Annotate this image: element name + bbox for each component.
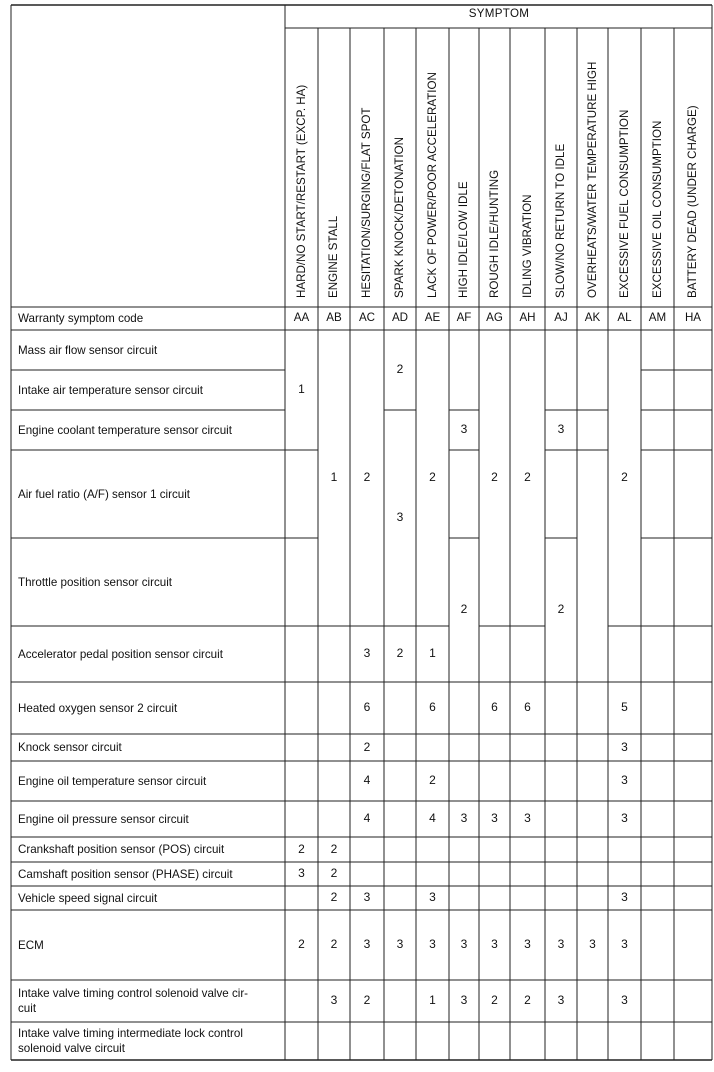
symptom-column-header: SPARK KNOCK/DETONATION xyxy=(393,136,406,298)
symptom-header: SYMPTOM xyxy=(468,7,530,20)
component-row-label: Knock sensor circuit xyxy=(18,741,122,754)
symptom-column-header: SLOW/NO RETURN TO IDLE xyxy=(554,143,567,298)
priority-value: 4 xyxy=(363,811,371,825)
priority-value: 3 xyxy=(557,422,565,436)
symptom-column-header: HESITATION/SURGING/FLAT SPOT xyxy=(360,107,373,298)
symptom-column-header: HARD/NO START/RESTART (EXCP. HA) xyxy=(294,84,308,298)
priority-value: 3 xyxy=(363,937,371,951)
priority-value: 3 xyxy=(396,510,404,524)
priority-value: 2 xyxy=(298,937,305,951)
warranty-code-cell: HA xyxy=(684,311,702,324)
component-row-label: Mass air flow sensor circuit xyxy=(18,343,158,357)
warranty-code-cell: AG xyxy=(486,311,503,324)
priority-value: 2 xyxy=(330,890,338,904)
priority-value: 2 xyxy=(396,646,404,660)
priority-value: 3 xyxy=(557,993,565,1007)
priority-value: 1 xyxy=(429,646,436,660)
symptom-column-header: HIGH IDLE/LOW IDLE xyxy=(457,181,470,298)
priority-value: 2 xyxy=(330,937,338,951)
symptom-column-header: IDLING VIBRATION xyxy=(520,194,534,298)
priority-value: 2 xyxy=(298,841,305,856)
component-row-label: Engine oil pressure sensor circuit xyxy=(18,812,189,826)
priority-value: 2 xyxy=(429,773,436,787)
warranty-code-cell: AH xyxy=(519,311,536,324)
warranty-code-cell: AA xyxy=(293,311,310,324)
priority-value: 3 xyxy=(621,739,628,754)
warranty-code-label: Warranty symptom code xyxy=(18,312,144,325)
symptom-column-header: EXCESSIVE FUEL CONSUMPTION xyxy=(617,109,631,298)
warranty-code-cell: AJ xyxy=(554,311,568,324)
priority-value: 3 xyxy=(621,937,628,951)
priority-value: 2 xyxy=(491,470,498,484)
priority-value: 4 xyxy=(429,811,436,825)
priority-value: 3 xyxy=(396,937,404,951)
priority-value: 3 xyxy=(557,937,565,951)
priority-value: 3 xyxy=(621,890,628,904)
symptom-column-header: OVERHEATS/WATER TEMPERATURE HIGH xyxy=(585,61,599,298)
priority-value: 3 xyxy=(621,773,628,787)
component-row-label: Vehicle speed signal circuit xyxy=(18,891,158,905)
priority-value: 3 xyxy=(363,890,371,904)
priority-value: 1 xyxy=(298,382,305,396)
warranty-code-cell: AL xyxy=(617,311,632,324)
priority-value: 6 xyxy=(491,700,498,714)
priority-value: 3 xyxy=(330,993,338,1007)
priority-value: 2 xyxy=(524,993,531,1007)
priority-value: 2 xyxy=(330,841,338,856)
priority-value: 6 xyxy=(363,700,371,714)
priority-value: 3 xyxy=(460,811,468,825)
component-row-label: Camshaft position sensor (PHASE) circuit xyxy=(18,867,233,881)
symptom-column-header: EXCESSIVE OIL CONSUMPTION xyxy=(650,120,664,298)
priority-value: 1 xyxy=(429,993,436,1007)
warranty-code-cell: AB xyxy=(326,311,342,324)
warranty-code-cell: AK xyxy=(584,311,601,324)
warranty-code-cell: AF xyxy=(456,311,472,324)
component-row-label: Intake valve timing intermediate lock control solenoid valve circuit xyxy=(18,1027,243,1055)
priority-value: 3 xyxy=(429,890,436,904)
priority-value: 3 xyxy=(429,937,436,951)
priority-value: 2 xyxy=(460,602,468,616)
priority-value: 3 xyxy=(524,937,531,951)
priority-value: 1 xyxy=(330,470,338,484)
symptom-column-header: ROUGH IDLE/HUNTING xyxy=(487,169,501,298)
priority-value: 3 xyxy=(621,811,628,825)
priority-value: 3 xyxy=(589,937,596,951)
component-row-label: ECM xyxy=(18,938,44,952)
priority-value: 3 xyxy=(363,646,371,660)
priority-value: 3 xyxy=(298,866,305,880)
priority-value: 3 xyxy=(491,937,498,951)
priority-value: 2 xyxy=(557,602,565,616)
priority-value: 2 xyxy=(429,470,436,484)
priority-value: 5 xyxy=(621,700,628,714)
priority-value: 2 xyxy=(363,739,371,754)
component-row-label: Accelerator pedal position sensor circuit xyxy=(18,647,223,661)
priority-value: 6 xyxy=(429,700,436,714)
symptom-column-header: BATTERY DEAD (UNDER CHARGE) xyxy=(686,105,699,298)
priority-value: 3 xyxy=(460,422,468,436)
priority-value: 2 xyxy=(363,993,371,1007)
warranty-code-cell: AM xyxy=(648,311,667,324)
component-row-label: Intake air temperature sensor circuit xyxy=(18,383,203,397)
component-row-label: Engine oil temperature sensor circuit xyxy=(18,774,207,788)
component-row-label: Throttle position sensor circuit xyxy=(18,575,173,589)
priority-value: 2 xyxy=(330,866,338,880)
priority-value: 2 xyxy=(363,470,371,484)
component-row-label: Air fuel ratio (A/F) sensor 1 circuit xyxy=(18,487,191,501)
warranty-code-cell: AD xyxy=(391,311,409,324)
symptom-column-header: ENGINE STALL xyxy=(327,215,340,298)
priority-value: 3 xyxy=(524,811,531,825)
symptom-column-header: LACK OF POWER/POOR ACCELERATION xyxy=(425,72,439,298)
component-row-label: Intake valve timing control solenoid valve cir- cuit xyxy=(18,987,249,1015)
warranty-code-cell: AE xyxy=(424,311,441,324)
priority-value: 2 xyxy=(491,993,498,1007)
priority-value: 2 xyxy=(621,470,628,484)
priority-value: 3 xyxy=(491,811,498,825)
component-row-label: Engine coolant temperature sensor circuit xyxy=(18,423,232,437)
priority-value: 2 xyxy=(524,470,531,484)
priority-value: 3 xyxy=(621,993,628,1007)
component-row-label: Heated oxygen sensor 2 circuit xyxy=(18,701,178,715)
priority-value: 6 xyxy=(524,700,531,714)
priority-value: 4 xyxy=(363,773,371,787)
priority-value: 2 xyxy=(396,362,404,376)
priority-value: 3 xyxy=(460,993,468,1007)
warranty-code-cell: AC xyxy=(358,311,376,324)
component-row-label: Crankshaft position sensor (POS) circuit xyxy=(18,843,225,856)
priority-value: 3 xyxy=(460,937,468,951)
